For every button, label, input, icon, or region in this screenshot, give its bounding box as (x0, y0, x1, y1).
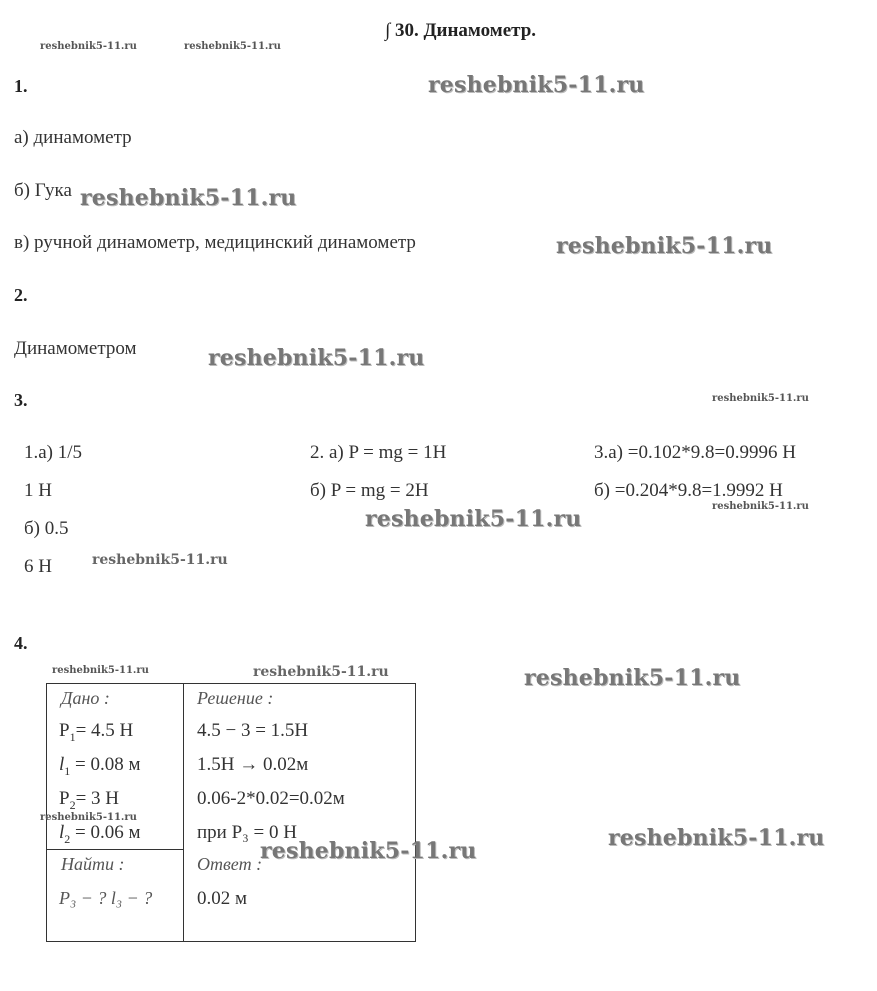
table-divider (183, 684, 184, 941)
table-divider (47, 849, 184, 850)
task-3-col1-line: 6 Н (24, 556, 52, 577)
find-label: Найти : (61, 854, 125, 874)
task-3-col1-line: 1.а) 1/5 (24, 442, 83, 463)
watermark: reshebnik5-11.ru (428, 72, 645, 98)
watermark: reshebnik5-11.ru (608, 825, 825, 851)
watermark: reshebnik5-11.ru (92, 552, 228, 568)
task-1-answer-b: б) Гука (14, 180, 72, 201)
watermark: reshebnik5-11.ru (260, 838, 477, 864)
find-value: P₃ − ? l₃ − ? (59, 888, 153, 908)
solution-line: 0.06-2*0.02=0.02м (197, 788, 345, 809)
task-1-answer-c: в) ручной динамометр, медицинский динамометр (14, 232, 416, 253)
task-3-col3-line: 3.а) =0.102*9.8=0.9996 Н (594, 442, 796, 463)
solution-line: при P₃ = 0 Н (197, 822, 297, 843)
task-3-col1-line: 1 Н (24, 480, 52, 501)
watermark: reshebnik5-11.ru (52, 665, 149, 676)
watermark: reshebnik5-11.ru (208, 345, 425, 371)
watermark: reshebnik5-11.ru (80, 185, 297, 211)
watermark: reshebnik5-11.ru (556, 233, 773, 259)
task-1-number: 1. (14, 76, 28, 96)
task-2-number: 2. (14, 285, 28, 305)
task-4-number: 4. (14, 633, 28, 653)
task-3-number: 3. (14, 390, 28, 410)
watermark: reshebnik5-11.ru (253, 664, 389, 680)
watermark: reshebnik5-11.ru (712, 393, 809, 404)
given-item: $l_1 = 0.08$ м (59, 754, 141, 778)
answer-label: Ответ : (197, 854, 263, 874)
solution-line: 1.5Н → 0.02м (197, 754, 309, 775)
watermark: reshebnik5-11.ru (365, 506, 582, 532)
given-item: $l_2 = 0.06$ м (59, 822, 141, 846)
answer-value: 0.02 м (197, 888, 248, 909)
task-3-col2-line: 2. а) P = mg = 1H (310, 442, 447, 463)
task-2-answer: Динамометром (14, 338, 137, 359)
watermark: reshebnik5-11.ru (712, 501, 809, 512)
given-item: $P_2= 3$ Н (59, 788, 120, 812)
watermark: reshebnik5-11.ru (40, 41, 137, 52)
task-3-col2-line: б) P = mg = 2H (310, 480, 429, 501)
solution-label: Решение : (197, 688, 274, 708)
task-1-answer-a: а) динамометр (14, 127, 132, 148)
watermark: reshebnik5-11.ru (524, 665, 741, 691)
task-3-col3-line: б) =0.204*9.8=1.9992 Н (594, 480, 783, 501)
given-label: Дано : (61, 688, 110, 708)
watermark: reshebnik5-11.ru (40, 812, 137, 823)
watermark: reshebnik5-11.ru (184, 41, 281, 52)
page-title: ∫ 30. Динамометр. (385, 20, 537, 41)
solution-line: 4.5 − 3 = 1.5Н (197, 720, 309, 741)
task-3-col1-line: б) 0.5 (24, 518, 69, 539)
given-item: $P_1= 4.5$ Н (59, 720, 134, 744)
